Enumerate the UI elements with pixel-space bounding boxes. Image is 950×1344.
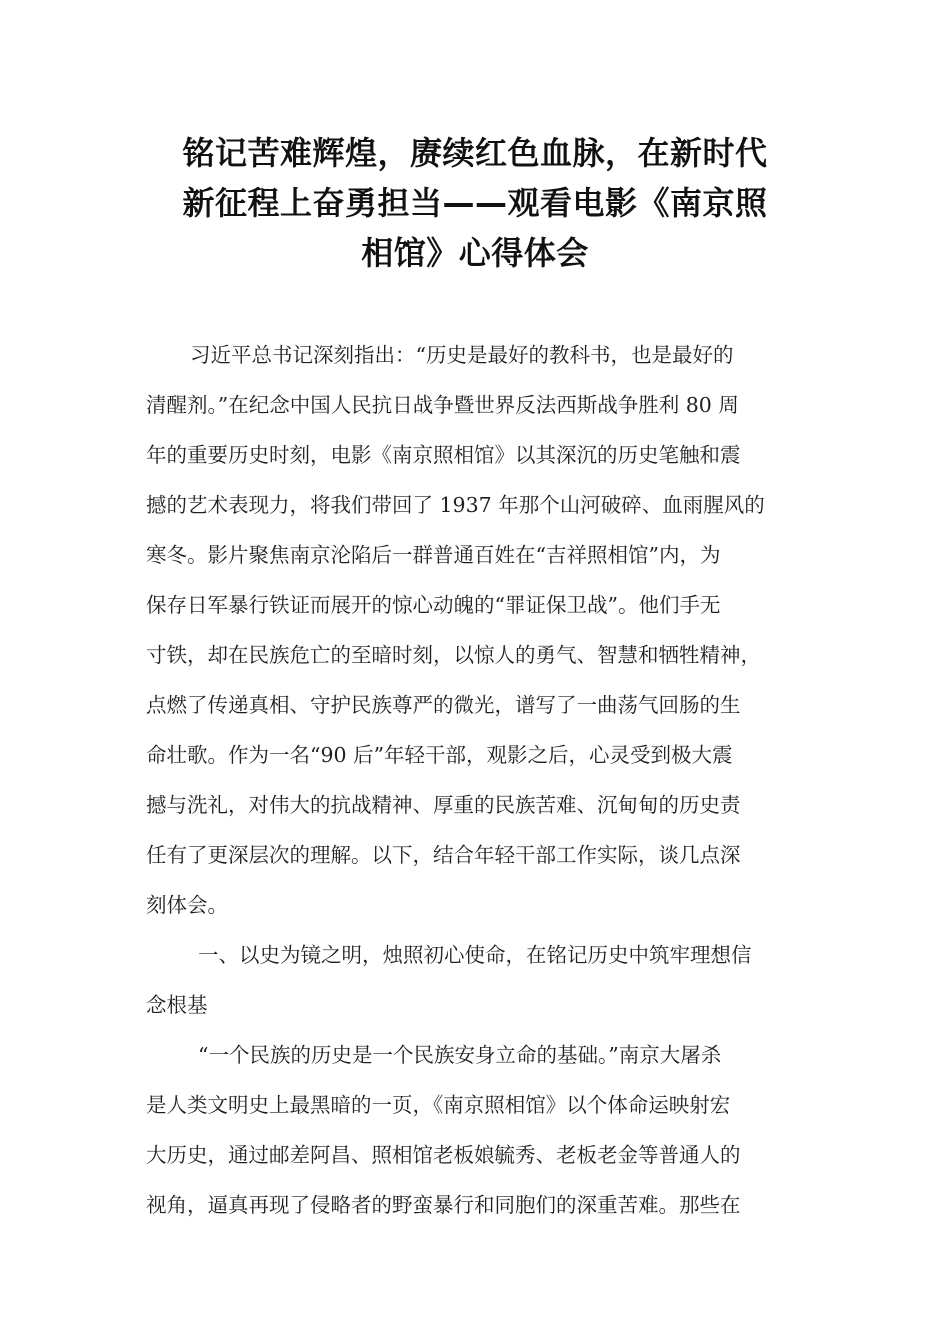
text-line: “一个民族的历史是一个民族安身立命的基础。”南京大屠杀 (198, 1043, 722, 1067)
text-line: 大历史，通过邮差阿昌、照相馆老板娘毓秀、老板老金等普通人的 (146, 1143, 741, 1167)
text-line: 寸铁，却在民族危亡的至暗时刻，以惊人的勇气、智慧和牺牲精神， (146, 643, 761, 667)
section-paragraph (146, 1030, 816, 1230)
text-line: 一、以史为镜之明，烛照初心使命，在铭记历史中筑牢理想信 (198, 943, 752, 967)
section-heading (146, 930, 816, 1030)
title-line: 铭记苦难辉煌，赓续红色血脉，在新时代 (182, 134, 768, 172)
intro-paragraph (146, 330, 816, 930)
document-title (140, 128, 810, 278)
text-line: 刻体会。 (146, 893, 228, 917)
title-line: 新征程上奋勇担当——观看电影《南京照 (182, 184, 768, 222)
text-line: 保存日军暴行铁证而展开的惊心动魄的“罪证保卫战”。他们手无 (146, 593, 721, 617)
text-line: 撼的艺术表现力，将我们带回了 1937 年那个山河破碎、血雨腥风的 (146, 493, 765, 517)
document-body (146, 330, 816, 1230)
text-line: 任有了更深层次的理解。以下，结合年轻干部工作实际，谈几点深 (146, 843, 741, 867)
text-line: 撼与洗礼，对伟大的抗战精神、厚重的民族苦难、沉甸甸的历史责 (146, 793, 741, 817)
title-line: 相馆》心得体会 (361, 234, 589, 272)
text-line: 寒冬。影片聚焦南京沦陷后一群普通百姓在“吉祥照相馆”内，为 (146, 543, 721, 567)
text-line: 点燃了传递真相、守护民族尊严的微光，谱写了一曲荡气回肠的生 (146, 693, 741, 717)
text-line: 命壮歌。作为一名“90 后”年轻干部，观影之后，心灵受到极大震 (146, 743, 733, 767)
text-line: 习近平总书记深刻指出：“历史是最好的教科书，也是最好的 (190, 343, 734, 367)
text-line: 视角，逼真再现了侵略者的野蛮暴行和同胞们的深重苦难。那些在 (146, 1193, 741, 1217)
text-line: 是人类文明史上最黑暗的一页，《南京照相馆》以个体命运映射宏 (146, 1093, 731, 1117)
text-line: 清醒剂。”在纪念中国人民抗日战争暨世界反法西斯战争胜利 80 周 (146, 393, 739, 417)
text-line: 念根基 (146, 993, 208, 1017)
text-line: 年的重要历史时刻，电影《南京照相馆》以其深沉的历史笔触和震 (146, 443, 741, 467)
